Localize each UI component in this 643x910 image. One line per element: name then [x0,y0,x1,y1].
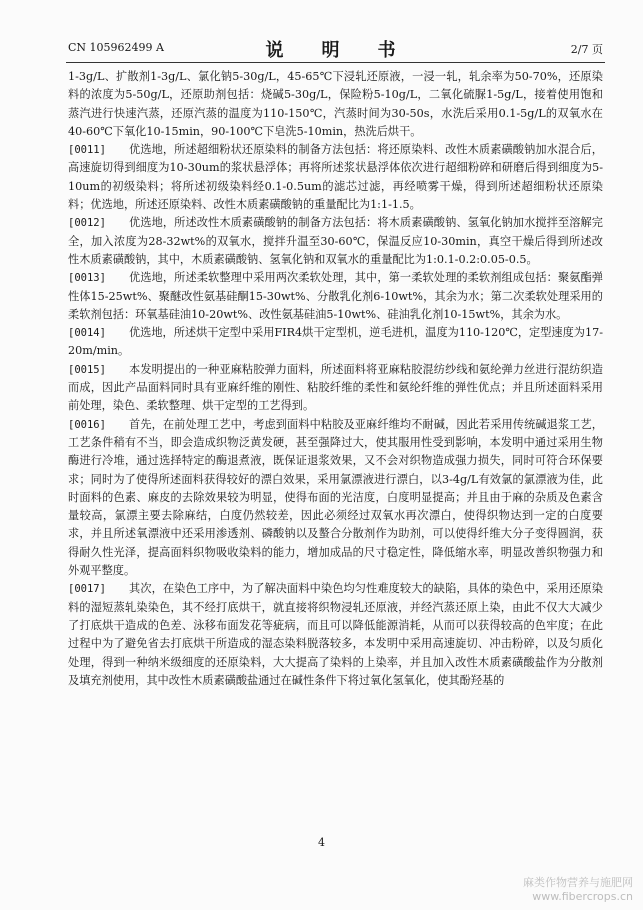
paragraph-number: [0017] [68,583,106,596]
paragraph-number: [0016] [68,418,106,431]
paragraph-text: 优选地，所述改性木质素磺酸钠的制备方法包括：将木质素磺酸钠、氢氧化钠加水搅拌至溶解完全，加入浓度为28-32wt%的双氧水，搅拌升温至30-60℃，保温反应10-30min，真空干燥后得到所述改性木质素磺酸钠，其中，木质素磺酸钠、氢氧化钠和双氧水的重量配比为1:0.1-0.2:0.05-0.5。 [68,216,603,266]
paragraph-text: 优选地，所述烘干定型中采用FIR4烘干定型机，逆毛进机，温度为110-120℃，定型速度为17-20m/min。 [68,326,603,358]
document-body [68,68,603,690]
paragraph-number: [0015] [68,363,106,376]
page-indicator: 2/7 页 [570,43,603,56]
paragraph-number: [0012] [68,217,106,230]
paragraph-text: 优选地，所述超细粉状还原染料的制备方法包括：将还原染料、改性木质素磺酸钠加水混合后，高速旋切得到细度为10-30um的浆状悬浮体；再将所述浆状悬浮体依次进行超细粉碎和研磨后得到细度为5-10um的初级染料；将所述初级染料经0.1-0.5um的滤芯过滤，再经喷雾干燥，得到所述超细粉状还原染料；优选地，所述还原染料、改性木质素磺酸钠的重量配比为1:1-1.5。 [68,143,603,212]
paragraph-0014 [68,324,603,361]
watermark-url: www.fibercrops.cn [532,890,633,903]
paragraph-continuation [68,68,603,141]
page-title: 说 明 书 [265,40,406,61]
watermark [523,876,633,904]
paragraph-0011 [68,141,603,214]
page-header [68,34,603,60]
header-divider [66,62,605,63]
paragraph-text: 首先，在前处理工艺中，考虑到面料中粘胶及亚麻纤维均不耐碱，因此若采用传统碱退浆工艺，工艺条件稍有不当，即会造成织物泛黄发硬，甚至强降过大，使其服用性受到影响，本发明中通过采用生物酶进行冷堆，通过选择特定的酶退煮液，既保证退浆效果，又不会对织物造成强力损失，同时可符合环保要求；同时为了使得所述面料获得较好的漂白效果，采用氯漂液进行漂白，以3-4g/L有效氯的氯漂液为佳，此时面料的色素、麻皮的去除效果较为明显，使得布面的光洁度，白度明显提高；并且由于麻的杂质及色素含量较高，氯漂主要去除麻结，白度仍然较差，因此必须经过双氧水再次漂白，使得织物达到一定的白度要求，并且所述氧漂液中还采用渗透剂、磷酸钠以及螯合分散剂作为助剂，可以使得纤维大分子变得圆润，获得耐久性光泽，提高面料织物吸收染料的能力，增加成品的尺寸稳定性，降低缩水率，明显改善织物强力和外观平整度。 [68,417,603,578]
paragraph-text: 本发明提出的一种亚麻粘胶弹力面料，所述面料将亚麻粘胶混纺纱线和氨纶弹力丝进行混纺织造而成，因此产品面料同时具有亚麻纤维的刚性、粘胶纤维的柔性和氨纶纤维的弹性优点；并且所述面料采用前处理，染色、柔软整理、烘干定型的工艺得到。 [68,362,603,413]
paragraph-number: [0011] [68,144,106,157]
paragraph-0013 [68,269,603,324]
paragraph-0015 [68,361,603,416]
paragraph-number: [0013] [68,272,106,285]
paragraph-0012 [68,214,603,269]
paragraph-text: 1-3g/L、扩散剂1-3g/L、氯化钠5-30g/L，45-65℃下浸轧还原液，一浸一轧，轧余率为50-70%，还原染料的浓度为5-50g/L，还原助剂包括：烧碱5-30g/L，保险粉5-10g/L，二氧化硫脲1-5g/L，接着使用饱和蒸汽进行快速汽蒸，还原汽蒸的温度为110-150℃，汽蒸时间为30-50s，水洗后采用0.1-5g/L的双氧水在40-60℃下氧化10-15min，90-100℃下皂洗5-10min，热洗后烘干。 [68,70,603,138]
watermark-site-name: 麻类作物营养与施肥网 [523,876,633,889]
paragraph-0017 [68,580,603,690]
paragraph-number: [0014] [68,327,106,340]
paragraph-0016 [68,416,603,581]
page-number: 4 [318,836,325,849]
paragraph-text: 其次，在染色工序中，为了解决面料中染色均匀性难度较大的缺陷，具体的染色中，采用还原染料的湿短蒸轧染染色，其不经打底烘干，就直接将织物浸轧还原液，并经汽蒸还原上染，由此不仅大大减少了打底烘干造成的色差、泳移布面发花等疵病，而且可以降低能源消耗，从而可以获得较高的色牢度；在此过程中为了避免省去打底烘干所造成的湿态染料脱落较多，本发明中采用高速旋切、冲击粉碎，以及匀质化处理，得到一种纳米级细度的还原染料，大大提高了染料的上染率，并且加入改性木质素磺酸盐作为分散剂及填充剂使用，其中改性木质素磺酸盐通过在碱性条件下将过氧化氢氧化，使其酚羟基的 [68,582,603,687]
document-number: CN 105962499 A [68,41,164,54]
paragraph-text: 优选地，所述柔软整理中采用两次柔软处理，其中，第一柔软处理的柔软剂组成包括：聚氨酯弹性体15-25wt%、聚醚改性氨基硅酮15-30wt%、分散乳化剂6-10wt%，其余为水；第二次柔软处理采用的柔软剂包括：环氧基硅油10-20wt%、改性氨基硅油5-10wt%、硅油乳化剂10-15wt%，其余为水。 [68,271,603,321]
